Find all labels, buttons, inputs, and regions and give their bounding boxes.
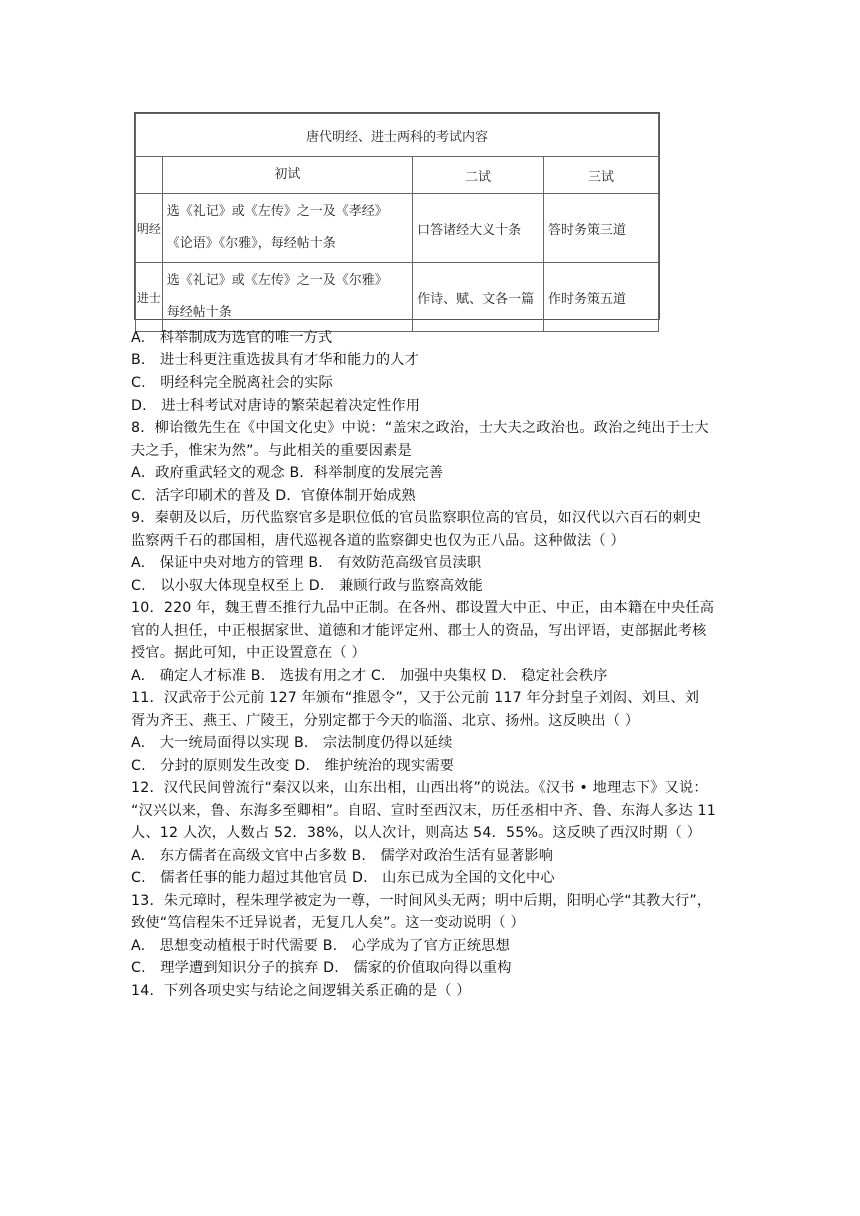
q12-stem: 12．汉代民间曾流行“秦汉以来，山东出相，山西出将”的说法。《汉书 • 地理志下》又说： bbox=[131, 780, 708, 796]
table-row bbox=[136, 263, 659, 332]
q13-options-ab: A. 思想变动植根于时代需要 B. 心学成为了官方正统思想 bbox=[131, 938, 511, 954]
q9-options-ab: A. 保证中央对地方的管理 B. 有效防范高级官员渎职 bbox=[131, 555, 482, 571]
exam-content-table bbox=[135, 113, 659, 332]
q13-options-cd: C. 理学遭到知识分子的摈弃 D. 儒家的价值取向得以重构 bbox=[131, 960, 512, 976]
q9-stem: 9．秦朝及以后，历代监察官多是职位低的官员监察职位高的官员，如汉代以六百石的刺史 bbox=[131, 510, 702, 526]
q9-stem: 监察两千石的郡国相，唐代巡视各道的监察御史也仅为正八品。这种做法（ ） bbox=[131, 533, 625, 549]
q10-options: A. 确定人才标准 B. 选拔有用之才 C. 加强中央集权 D. 稳定社会秩序 bbox=[131, 668, 608, 684]
row-label-mingjing: 明经 bbox=[136, 194, 163, 263]
q12-stem: “汉兴以来，鲁、东海多至卿相”。自昭、宣时至西汉末，历任丞相中齐、鲁、东海人多达 11 bbox=[131, 803, 716, 819]
cell-second-exam: 口答诸经大义十条 bbox=[413, 194, 544, 263]
header-first-exam: 初试 bbox=[162, 157, 412, 194]
cell-text-line: 每经帖十条 bbox=[166, 305, 232, 320]
cell-third-exam: 作时务策五道 bbox=[544, 263, 659, 332]
q11-stem: 胥为齐王、燕王、广陵王，分别定都于今天的临淄、北京、扬州。这反映出（ ） bbox=[131, 713, 640, 729]
exam-content-table-image bbox=[134, 112, 660, 320]
q10-stem: 10．220 年，魏王曹丕推行九品中正制。在各州、郡设置大中正、中正，由本籍在中央任高 bbox=[131, 600, 715, 616]
q14-stem: 14．下列各项史实与结论之间逻辑关系正确的是（ ） bbox=[131, 983, 471, 999]
q10-stem: 授官。据此可知，中正设置意在（ ） bbox=[131, 645, 366, 661]
table-corner-cell bbox=[136, 157, 163, 194]
q13-stem: 致使“笃信程朱不迁异说者，无复几人矣”。这一变动说明（ ） bbox=[131, 915, 525, 931]
cell-text-line: 《论语》《尔雅》，每经帖十条 bbox=[166, 236, 336, 251]
header-third-exam: 三试 bbox=[544, 157, 659, 194]
table-title: 唐代明经、进士两科的考试内容 bbox=[136, 114, 659, 157]
q11-stem: 11．汉武帝于公元前 127 年颁布“推恩令”，又于公元前 117 年分封皇子刘闳、刘旦、刘 bbox=[131, 690, 700, 706]
cell-first-exam bbox=[162, 263, 412, 332]
cell-second-exam: 作诗、赋、文各一篇 bbox=[413, 263, 544, 332]
q10-stem: 官的人担任，中正根据家世、道德和才能评定州、郡士人的资品，写出评语，吏部据此考核 bbox=[131, 623, 707, 639]
cell-third-exam: 答时务策三道 bbox=[544, 194, 659, 263]
q8-options-cd: C．活字印刷术的普及 D．官僚体制开始成熟 bbox=[131, 488, 416, 504]
q12-options-ab: A. 东方儒者在高级文官中占多数 B. 儒学对政治生活有显著影响 bbox=[131, 848, 554, 864]
q8-stem: 夫之手，惟宋为然”。与此相关的重要因素是 bbox=[131, 443, 412, 459]
cell-text-line: 选《礼记》或《左传》之一及《孝经》 bbox=[166, 204, 388, 219]
q8-stem: 8．柳诒徵先生在《中国文化史》中说：“盖宋之政治，士大夫之政治也。政治之纯出于士大 bbox=[131, 420, 709, 436]
q7-option-d: D. 进士科考试对唐诗的繁荣起着决定性作用 bbox=[131, 398, 421, 414]
table-row bbox=[136, 194, 659, 263]
q12-options-cd: C. 儒者任事的能力超过其他官员 D. 山东已成为全国的文化中心 bbox=[131, 870, 555, 886]
q9-options-cd: C. 以小驭大体现皇权至上 D. 兼顾行政与监察高效能 bbox=[131, 578, 483, 594]
cell-first-exam bbox=[162, 194, 412, 263]
q8-options-ab: A．政府重武轻文的观念 B．科举制度的发展完善 bbox=[131, 465, 444, 481]
q13-stem: 13．朱元璋时，程朱理学被定为一尊，一时间风头无两；明中后期，阳明心学“其教大行”， bbox=[131, 893, 712, 909]
q7-option-c: C. 明经科完全脱离社会的实际 bbox=[131, 375, 333, 391]
q11-options-ab: A. 大一统局面得以实现 B. 宗法制度仍得以延续 bbox=[131, 735, 453, 751]
q11-options-cd: C. 分封的原则发生改变 D. 维护统治的现实需要 bbox=[131, 758, 455, 774]
row-label-jinshi: 进士 bbox=[136, 263, 163, 332]
q7-option-a: A. 科举制成为选官的唯一方式 bbox=[131, 330, 333, 346]
q12-stem: 人、12 人次，人数占 52．38%，以人次计，则高达 54．55%。这反映了西汉时期（ ） bbox=[131, 825, 702, 841]
cell-text-line: 选《礼记》或《左传》之一及《尔雅》 bbox=[166, 273, 388, 288]
q7-option-b: B. 进士科更注重选拔具有才华和能力的人才 bbox=[131, 352, 420, 368]
header-second-exam: 二试 bbox=[413, 157, 544, 194]
